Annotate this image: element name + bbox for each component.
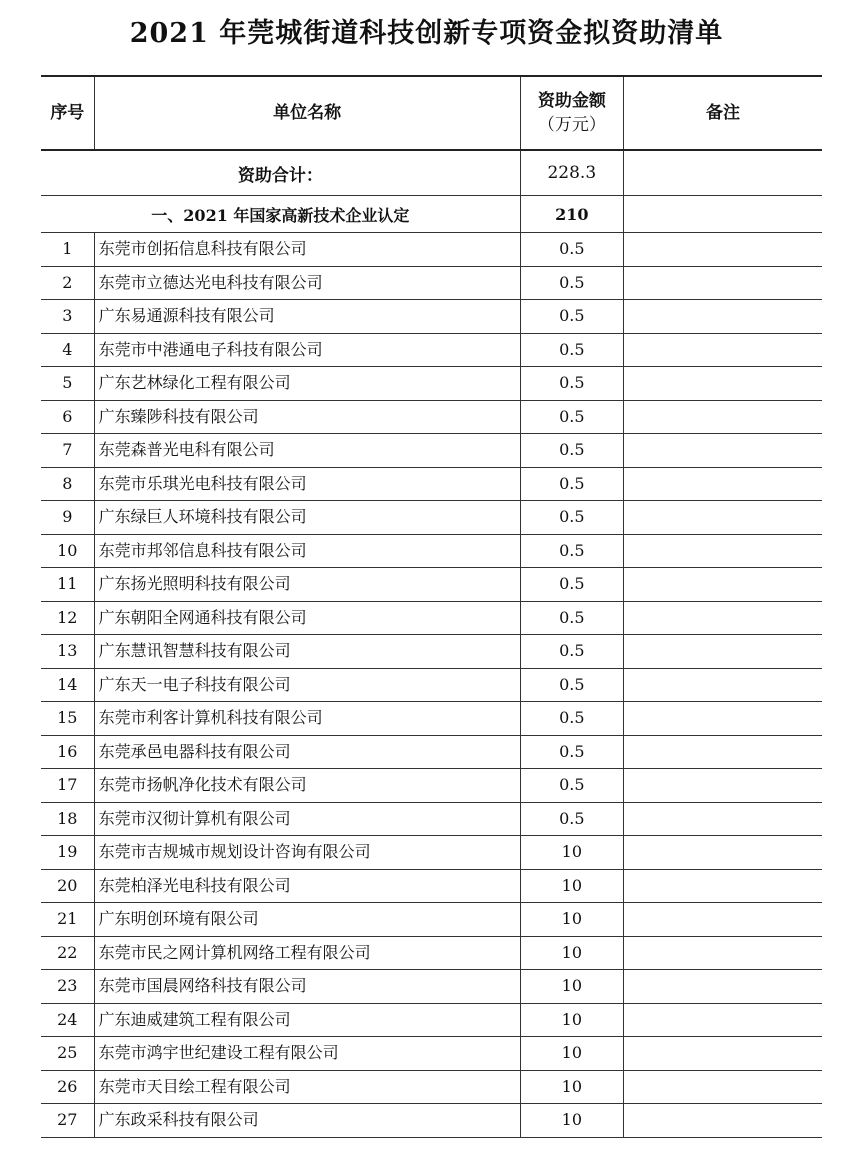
row-amount: 10 <box>520 936 623 970</box>
row-amount: 0.5 <box>520 300 623 334</box>
row-company-name: 广东绿巨人环境科技有限公司 <box>94 501 520 535</box>
row-company-name: 广东艺林绿化工程有限公司 <box>94 367 520 401</box>
table-row <box>41 869 822 903</box>
row-company-name: 东莞市创拓信息科技有限公司 <box>94 233 520 267</box>
row-amount: 0.5 <box>520 501 623 535</box>
row-no: 6 <box>41 400 94 434</box>
row-amount: 0.5 <box>520 233 623 267</box>
table-row <box>41 266 822 300</box>
row-note <box>623 601 822 635</box>
row-no: 4 <box>41 333 94 367</box>
header-amount-line1: 资助金额 <box>537 91 606 111</box>
header-amount-line2: （万元） <box>537 115 606 135</box>
table-row <box>41 233 822 267</box>
table-row <box>41 1070 822 1104</box>
row-no: 24 <box>41 1003 94 1037</box>
row-amount: 0.5 <box>520 467 623 501</box>
row-note <box>623 836 822 870</box>
row-note <box>623 300 822 334</box>
row-company-name: 广东易通源科技有限公司 <box>94 300 520 334</box>
row-note <box>623 635 822 669</box>
row-amount: 0.5 <box>520 802 623 836</box>
row-amount: 0.5 <box>520 367 623 401</box>
row-no: 27 <box>41 1104 94 1138</box>
table-row <box>41 300 822 334</box>
row-company-name: 东莞市天目绘工程有限公司 <box>94 1070 520 1104</box>
table-row <box>41 400 822 434</box>
row-amount: 0.5 <box>520 735 623 769</box>
row-amount: 10 <box>520 970 623 1004</box>
total-row <box>41 150 822 196</box>
row-note <box>623 869 822 903</box>
funding-table <box>41 75 822 1138</box>
row-company-name: 东莞市民之网计算机网络工程有限公司 <box>94 936 520 970</box>
row-company-name: 东莞森普光电科有限公司 <box>94 434 520 468</box>
table-row <box>41 568 822 602</box>
row-no: 15 <box>41 702 94 736</box>
row-no: 3 <box>41 300 94 334</box>
table-row <box>41 836 822 870</box>
row-amount: 0.5 <box>520 434 623 468</box>
row-note <box>623 501 822 535</box>
header-note: 备注 <box>623 76 822 150</box>
section-row <box>41 196 822 233</box>
row-company-name: 东莞市立德达光电科技有限公司 <box>94 266 520 300</box>
row-amount: 0.5 <box>520 635 623 669</box>
row-no: 22 <box>41 936 94 970</box>
table-row <box>41 802 822 836</box>
row-amount: 0.5 <box>520 601 623 635</box>
row-no: 25 <box>41 1037 94 1071</box>
row-company-name: 东莞市乐琪光电科技有限公司 <box>94 467 520 501</box>
row-note <box>623 467 822 501</box>
row-amount: 10 <box>520 869 623 903</box>
row-note <box>623 903 822 937</box>
row-company-name: 广东政采科技有限公司 <box>94 1104 520 1138</box>
row-company-name: 东莞市中港通电子科技有限公司 <box>94 333 520 367</box>
table-row <box>41 735 822 769</box>
table-row <box>41 903 822 937</box>
row-amount: 0.5 <box>520 534 623 568</box>
table-row <box>41 534 822 568</box>
row-note <box>623 970 822 1004</box>
table-row <box>41 1003 822 1037</box>
total-value: 228.3 <box>520 150 623 196</box>
table-body <box>41 150 822 1137</box>
row-amount: 0.5 <box>520 668 623 702</box>
table-row <box>41 601 822 635</box>
table-row <box>41 333 822 367</box>
header-amount <box>520 76 623 150</box>
table-row <box>41 936 822 970</box>
header-name: 单位名称 <box>94 76 520 150</box>
table-row <box>41 702 822 736</box>
row-company-name: 东莞市鸿宇世纪建设工程有限公司 <box>94 1037 520 1071</box>
row-no: 14 <box>41 668 94 702</box>
row-note <box>623 400 822 434</box>
row-company-name: 广东迪威建筑工程有限公司 <box>94 1003 520 1037</box>
row-company-name: 广东扬光照明科技有限公司 <box>94 568 520 602</box>
table-row <box>41 769 822 803</box>
row-note <box>623 1037 822 1071</box>
row-note <box>623 534 822 568</box>
row-no: 12 <box>41 601 94 635</box>
row-note <box>623 936 822 970</box>
row-company-name: 东莞市邦邻信息科技有限公司 <box>94 534 520 568</box>
table-row <box>41 501 822 535</box>
row-no: 9 <box>41 501 94 535</box>
row-note <box>623 1104 822 1138</box>
row-note <box>623 668 822 702</box>
row-note <box>623 434 822 468</box>
row-amount: 10 <box>520 1070 623 1104</box>
row-no: 13 <box>41 635 94 669</box>
row-company-name: 广东天一电子科技有限公司 <box>94 668 520 702</box>
total-label: 资助合计： <box>41 150 520 196</box>
table-row <box>41 970 822 1004</box>
section-note <box>623 196 822 233</box>
row-amount: 10 <box>520 1104 623 1138</box>
row-no: 5 <box>41 367 94 401</box>
row-company-name: 广东明创环境有限公司 <box>94 903 520 937</box>
row-no: 10 <box>41 534 94 568</box>
total-note <box>623 150 822 196</box>
row-no: 20 <box>41 869 94 903</box>
document-title: 2021 年莞城街道科技创新专项资金拟资助清单 <box>129 18 724 49</box>
row-amount: 10 <box>520 903 623 937</box>
header-no: 序号 <box>41 76 94 150</box>
row-no: 2 <box>41 266 94 300</box>
row-amount: 0.5 <box>520 702 623 736</box>
table-row <box>41 1104 822 1138</box>
table-row <box>41 434 822 468</box>
row-company-name: 东莞柏泽光电科技有限公司 <box>94 869 520 903</box>
row-note <box>623 233 822 267</box>
row-note <box>623 568 822 602</box>
row-no: 16 <box>41 735 94 769</box>
row-amount: 0.5 <box>520 333 623 367</box>
row-no: 17 <box>41 769 94 803</box>
row-amount: 0.5 <box>520 266 623 300</box>
row-no: 1 <box>41 233 94 267</box>
row-no: 7 <box>41 434 94 468</box>
row-note <box>623 266 822 300</box>
row-amount: 0.5 <box>520 568 623 602</box>
row-amount: 10 <box>520 836 623 870</box>
row-no: 26 <box>41 1070 94 1104</box>
row-note <box>623 333 822 367</box>
row-no: 18 <box>41 802 94 836</box>
row-company-name: 广东慧讯智慧科技有限公司 <box>94 635 520 669</box>
row-note <box>623 1003 822 1037</box>
row-company-name: 东莞承邑电器科技有限公司 <box>94 735 520 769</box>
row-company-name: 东莞市吉规城市规划设计咨询有限公司 <box>94 836 520 870</box>
row-no: 8 <box>41 467 94 501</box>
row-note <box>623 1070 822 1104</box>
row-amount: 0.5 <box>520 769 623 803</box>
table-row <box>41 635 822 669</box>
row-company-name: 东莞市利客计算机科技有限公司 <box>94 702 520 736</box>
table-row <box>41 1037 822 1071</box>
row-no: 21 <box>41 903 94 937</box>
row-company-name: 广东臻陟科技有限公司 <box>94 400 520 434</box>
row-note <box>623 367 822 401</box>
row-note <box>623 802 822 836</box>
row-note <box>623 702 822 736</box>
row-no: 19 <box>41 836 94 870</box>
row-no: 23 <box>41 970 94 1004</box>
table-header-row <box>41 76 822 150</box>
table-row <box>41 467 822 501</box>
row-company-name: 广东朝阳全网通科技有限公司 <box>94 601 520 635</box>
row-company-name: 东莞市汉彻计算机有限公司 <box>94 802 520 836</box>
row-note <box>623 735 822 769</box>
section-value: 210 <box>520 196 623 233</box>
row-amount: 10 <box>520 1003 623 1037</box>
row-amount: 0.5 <box>520 400 623 434</box>
row-no: 11 <box>41 568 94 602</box>
section-label: 一、2021 年国家高新技术企业认定 <box>41 196 520 233</box>
row-amount: 10 <box>520 1037 623 1071</box>
row-note <box>623 769 822 803</box>
row-company-name: 东莞市扬帆净化技术有限公司 <box>94 769 520 803</box>
row-company-name: 东莞市国晨网络科技有限公司 <box>94 970 520 1004</box>
table-row <box>41 668 822 702</box>
table-row <box>41 367 822 401</box>
